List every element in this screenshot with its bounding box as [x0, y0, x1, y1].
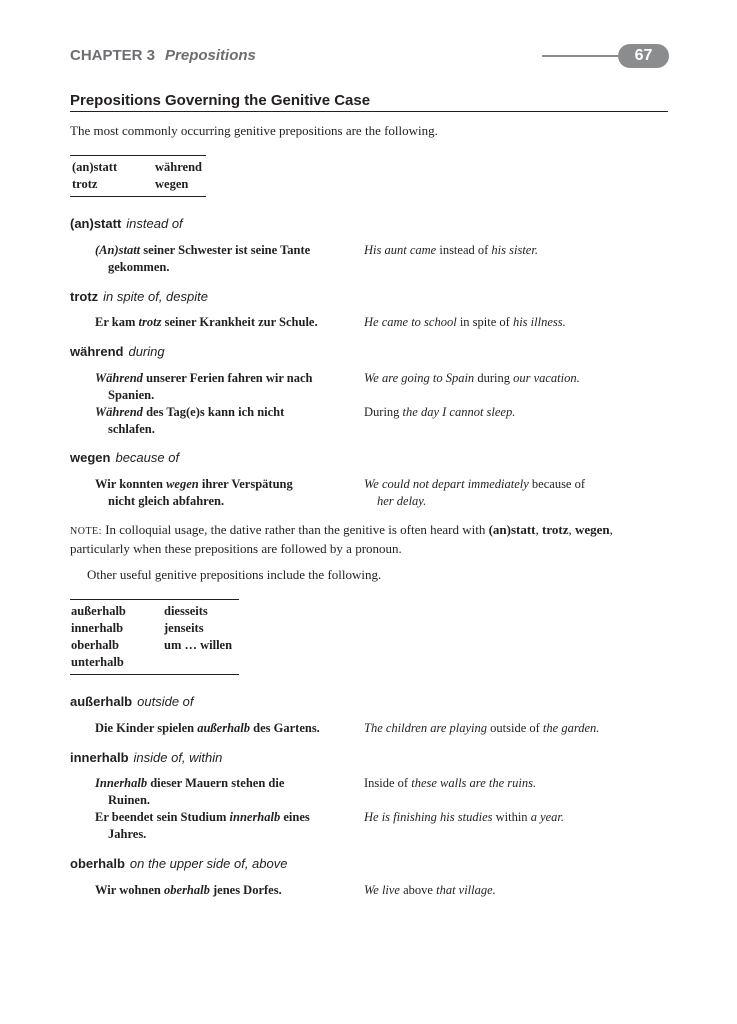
chapter-label: CHAPTER 3 — [70, 47, 156, 64]
german-example: Er beendet sein Studium innerhalb eines Jahres. — [95, 810, 310, 841]
title-rule — [70, 111, 668, 112]
entry-heading-innerhalb — [70, 750, 222, 766]
entry-heading-oberhalb — [70, 856, 287, 872]
english-translation: We are going to Spain during our vacation. — [364, 371, 580, 385]
german-example: Er kam trotz seiner Krankheit zur Schule. — [95, 315, 318, 329]
table-cell: jenseits — [164, 621, 204, 635]
entry-meaning: during — [128, 344, 165, 359]
german-example: Die Kinder spielen außerhalb des Gartens. — [95, 721, 320, 735]
entry-meaning: on the upper side of, above — [129, 856, 288, 871]
other-intro-paragraph: Other useful genitive prepositions include the following. — [87, 567, 382, 582]
table-cell: außerhalb — [71, 604, 126, 618]
table-cell: diesseits — [164, 604, 208, 618]
german-example: Wir wohnen oberhalb jenes Dorfes. — [95, 883, 282, 897]
entry-word: während — [70, 344, 124, 359]
english-translation: Inside of these walls are the ruins. — [364, 776, 537, 790]
intro-paragraph: The most commonly occurring genitive prepositions are the following. — [70, 123, 438, 138]
entry-word: außerhalb — [70, 694, 133, 709]
english-translation: His aunt came instead of his sister. — [364, 243, 538, 257]
entry-heading-waehrend — [70, 344, 165, 360]
entry-heading-anstatt — [70, 216, 183, 232]
english-translation: During the day I cannot sleep. — [364, 405, 516, 419]
entry-word: wegen — [70, 450, 111, 465]
entry-heading-trotz — [70, 289, 208, 305]
table-cell: während — [155, 160, 203, 174]
german-example: Wir konnten wegen ihrer Verspätung nicht gleich abfahren. — [95, 477, 293, 508]
table-bottom-rule — [70, 674, 239, 675]
entry-word: innerhalb — [70, 750, 129, 765]
table-cell: (an)statt — [72, 160, 118, 174]
german-example: Innerhalb dieser Mauern stehen die Ruinen. — [95, 776, 285, 807]
table-cell: trotz — [72, 177, 98, 191]
entry-heading-wegen — [70, 450, 179, 466]
german-example: Während unserer Ferien fahren wir nach Spanien. — [95, 371, 313, 402]
table-cell: oberhalb — [71, 638, 119, 652]
table-cell: wegen — [155, 177, 189, 191]
running-head — [70, 47, 256, 64]
entry-meaning: inside of, within — [133, 750, 223, 765]
table-bottom-rule — [70, 196, 206, 197]
table-top-rule — [70, 599, 239, 600]
english-translation: He is finishing his studies within a year. — [364, 810, 565, 824]
english-translation: The children are playing outside of the garden. — [364, 721, 600, 735]
entry-word: (an)statt — [70, 216, 122, 231]
entry-meaning: instead of — [126, 216, 183, 231]
entry-word: trotz — [70, 289, 99, 304]
entry-heading-ausserhalb — [70, 694, 194, 710]
entry-word: oberhalb — [70, 856, 125, 871]
entry-meaning: because of — [115, 450, 180, 465]
table-cell: unterhalb — [71, 655, 124, 669]
german-example: (An)statt seiner Schwester ist seine Tante gekommen. — [95, 243, 311, 274]
section-label: Prepositions — [165, 47, 256, 64]
entry-meaning: in spite of, despite — [103, 289, 208, 304]
entry-meaning: outside of — [137, 694, 194, 709]
table-cell: innerhalb — [71, 621, 124, 635]
table-top-rule — [70, 155, 206, 156]
english-translation: We could not depart immediately because of her delay. — [364, 477, 586, 508]
section-title: Prepositions Governing the Genitive Case — [70, 92, 371, 109]
english-translation: We live above that village. — [364, 883, 496, 897]
english-translation: He came to school in spite of his illness. — [364, 315, 566, 329]
note-paragraph: NOTE: In colloquial usage, the dative rather than the genitive is often heard with (an)statt, trotz, wegen, particularly when these prepositions are followed by a pronoun. — [70, 522, 613, 556]
german-example: Während des Tag(e)s kann ich nicht schlafen. — [95, 405, 285, 436]
page-number-badge: 67 — [618, 44, 669, 68]
table-cell: um … willen — [164, 638, 233, 652]
